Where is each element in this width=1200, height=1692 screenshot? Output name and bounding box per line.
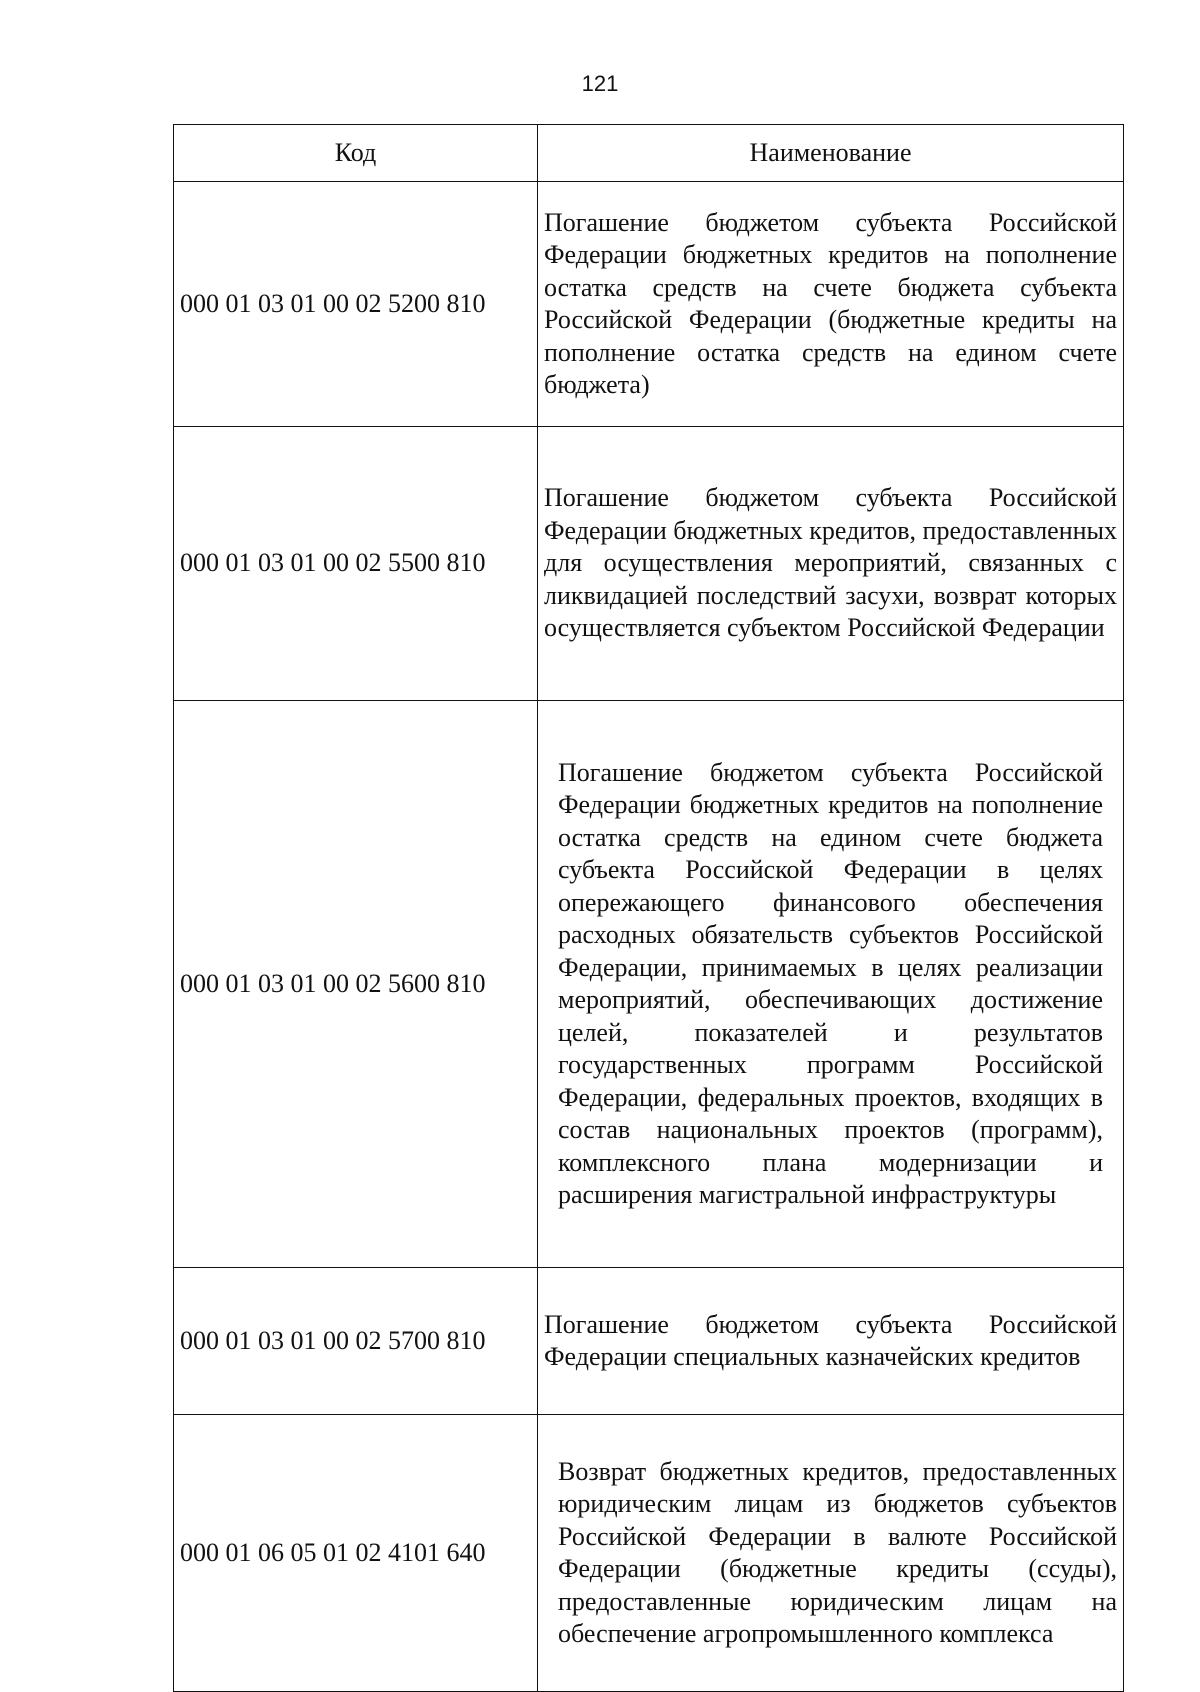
page-number: 121 xyxy=(581,71,619,96)
name-cell: Возврат бюджетных кредитов, предоставленных юридическим лицам из бюджетов субъектов Российской Федерации в валюте Российской Федерации (бюджетные кредиты (ссуды), предоставленные юридическим лицам на обеспечение агропромышленного комплекса xyxy=(538,1415,1124,1692)
name-cell: Погашение бюджетом субъекта Российской Федерации бюджетных кредитов на пополнение остатка средств на счете бюджета субъекта Российской Федерации (бюджетные кредиты на пополнение остатка средств на едином счете бюджета) xyxy=(538,182,1124,427)
name-cell: Погашение бюджетом субъекта Российской Федерации специальных казначейских кредитов xyxy=(538,1268,1124,1415)
code-cell: 000 01 03 01 00 02 5200 810 xyxy=(174,182,538,427)
code-cell: 000 01 03 01 00 02 5500 810 xyxy=(174,427,538,701)
table-row xyxy=(174,427,1124,701)
budget-codes-table xyxy=(173,124,1124,1692)
table-row xyxy=(174,1268,1124,1415)
table-header-row xyxy=(174,125,1124,182)
name-cell: Погашение бюджетом субъекта Российской Федерации бюджетных кредитов на пополнение остатка средств на едином счете бюджета субъекта Российской Федерации в целях опережающего финансового обеспечения расходных обязательств субъектов Российской Федерации, принимаемых в целях реализации мероприятий, обеспечивающих достижение целей, показателей и результатов государственных программ Российской Федерации, федеральных проектов, входящих в состав национальных проектов (программ), комплексного плана модернизации и расширения магистральной инфраструктуры xyxy=(538,701,1124,1268)
name-cell: Погашение бюджетом субъекта Российской Федерации бюджетных кредитов, предоставленных для осуществления мероприятий, связанных с ликвидацией последствий засухи, возврат которых осуществляется субъектом Российской Федерации xyxy=(538,427,1124,701)
table-row xyxy=(174,182,1124,427)
code-cell: 000 01 06 05 01 02 4101 640 xyxy=(174,1415,538,1692)
name-column-header: Наименование xyxy=(538,125,1124,182)
table-row xyxy=(174,1415,1124,1692)
code-column-header: Код xyxy=(174,125,538,182)
table-row xyxy=(174,701,1124,1268)
code-cell: 000 01 03 01 00 02 5700 810 xyxy=(174,1268,538,1415)
code-cell: 000 01 03 01 00 02 5600 810 xyxy=(174,701,538,1268)
